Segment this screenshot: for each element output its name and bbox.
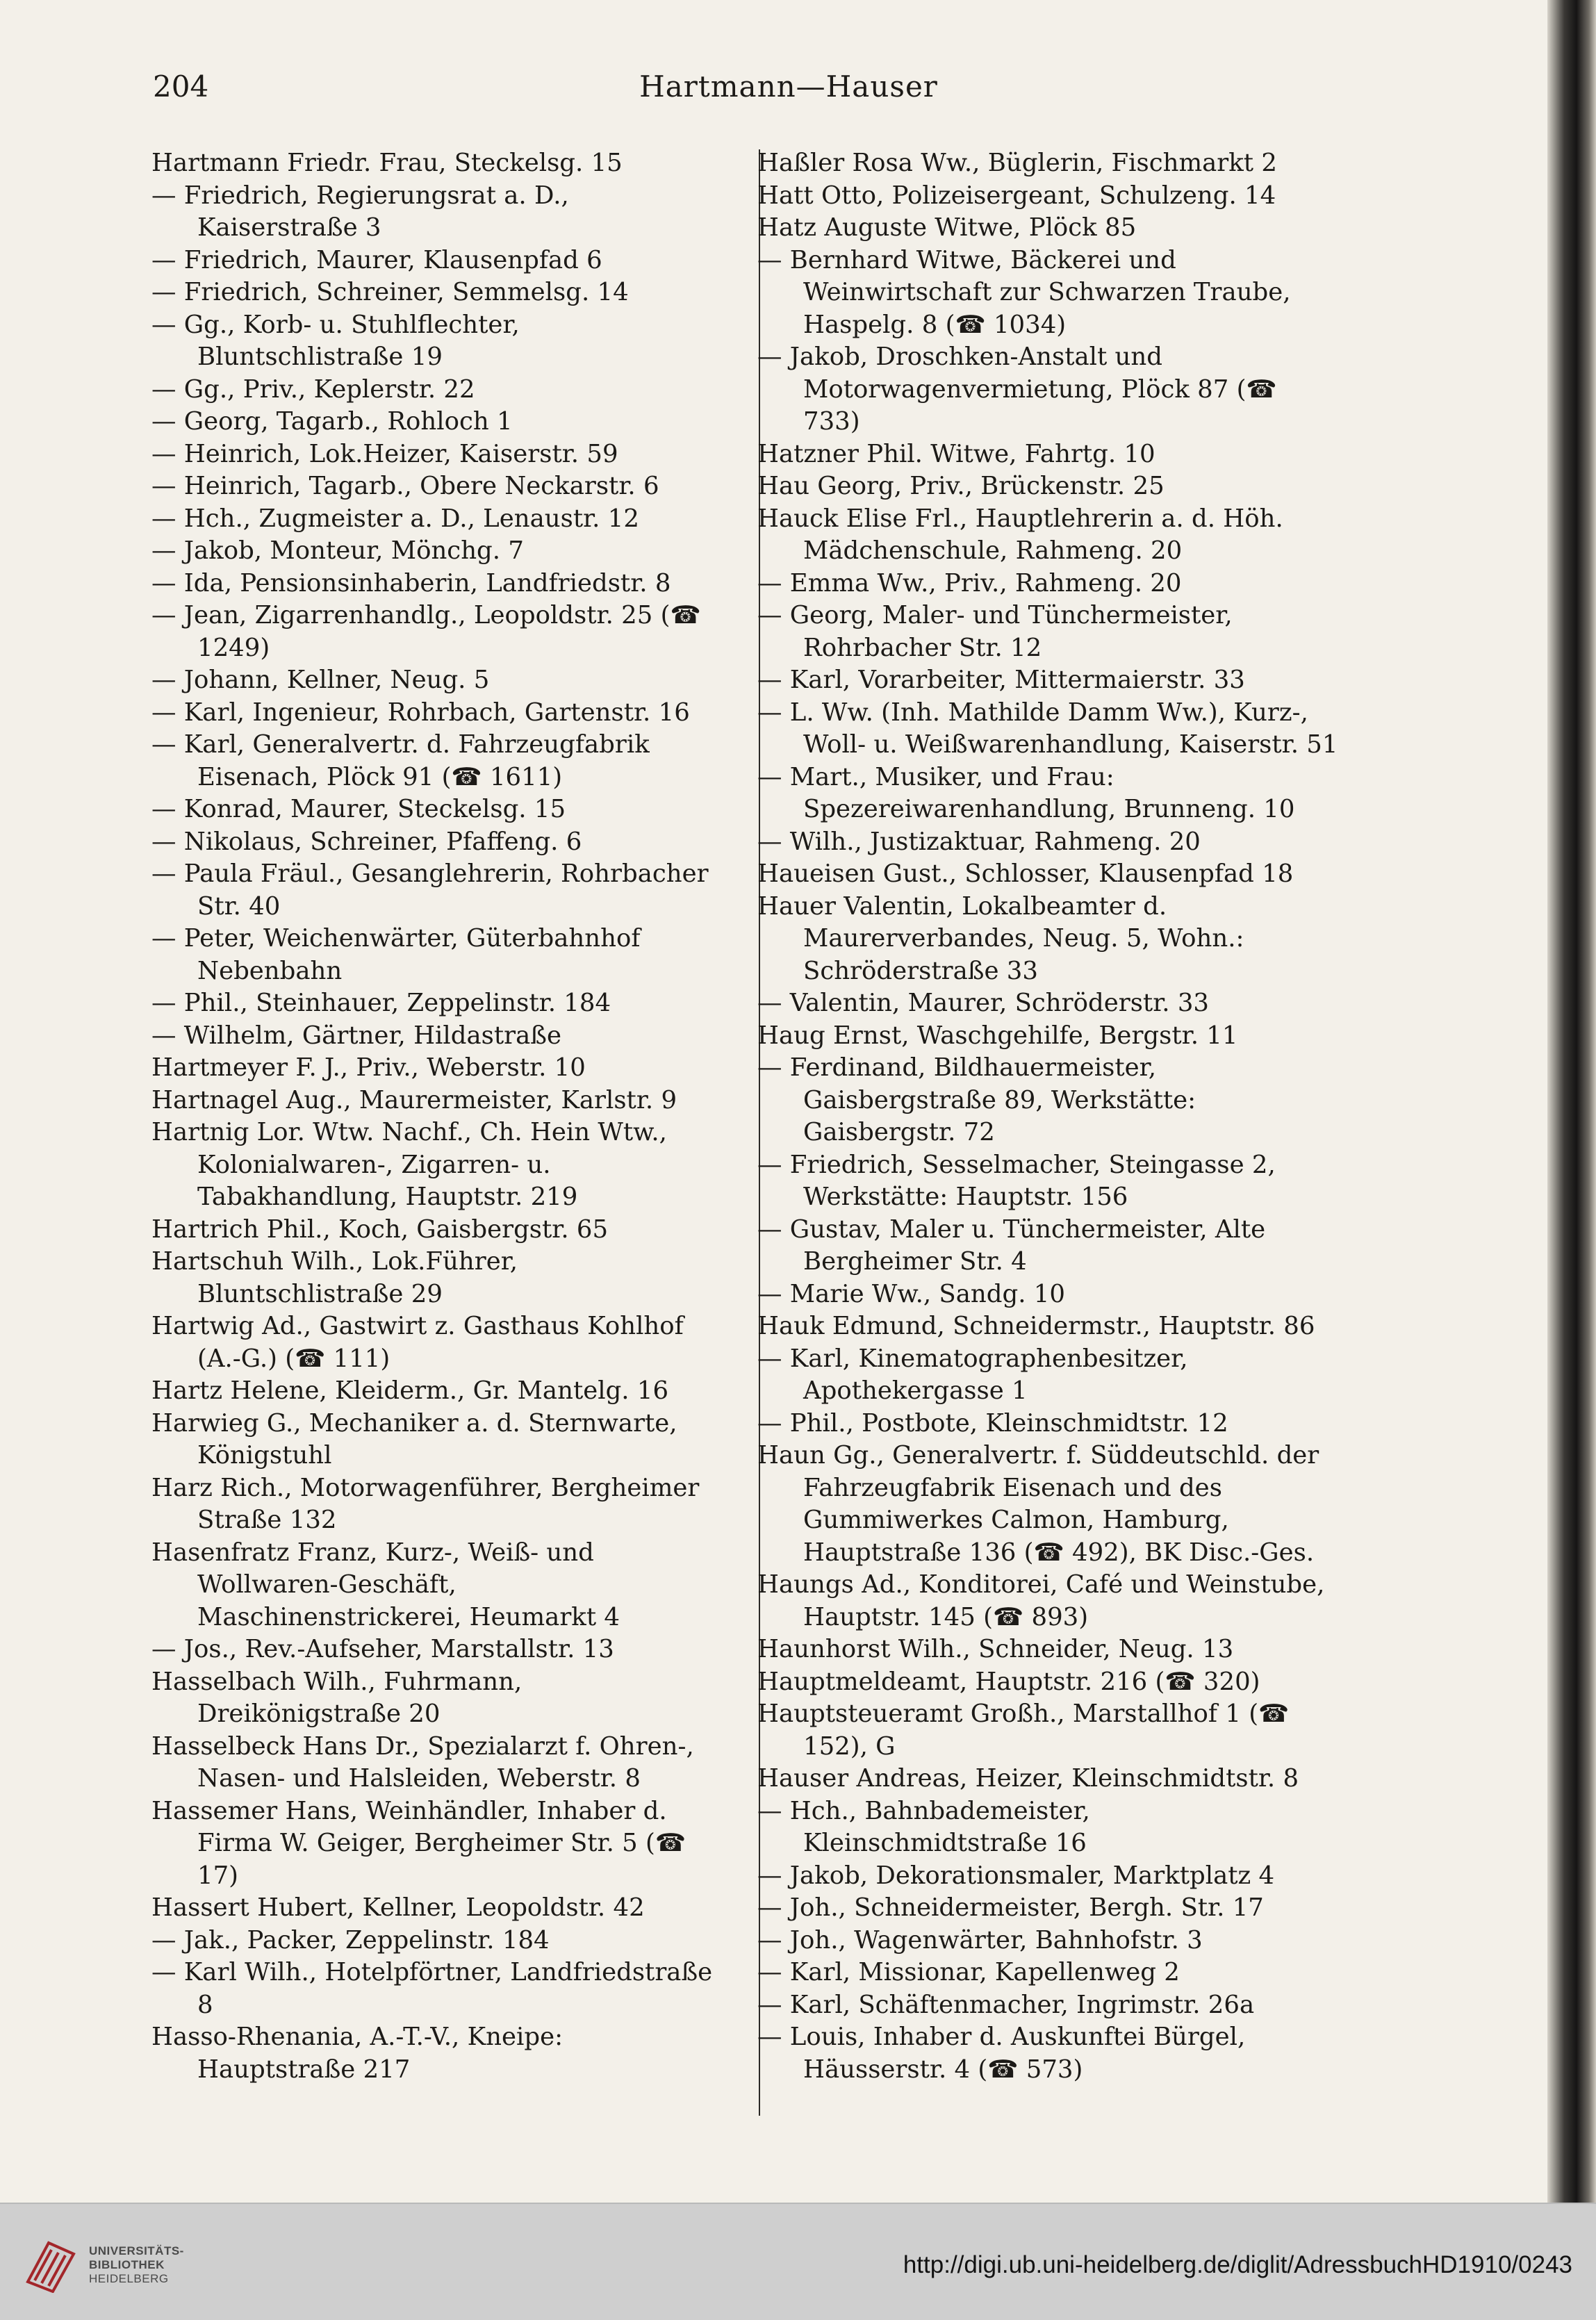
directory-entry: — Bernhard Witwe, Bäckerei und Weinwirtschaft zur Schwarzen Traube, Haspelg. 8 (☎ 1034) — [757, 245, 1291, 339]
directory-entry: Haungs Ad., Konditorei, Café und Weinstube, Hauptstr. 145 (☎ 893) — [757, 1570, 1325, 1631]
directory-entry: — Emma Ww., Priv., Rahmeng. 20 — [757, 568, 1182, 598]
left-column — [151, 147, 728, 2086]
directory-entry: — Karl, Kinematographenbesitzer, Apothekergasse 1 — [757, 1344, 1188, 1405]
directory-entry: — Mart., Musiker, und Frau: Spezereiwarenhandlung, Brunneng. 10 — [757, 762, 1295, 823]
directory-entry: — Jos., Rev.-Aufseher, Marstallstr. 13 — [151, 1635, 614, 1663]
directory-entry: — Georg, Maler- und Tünchermeister, Rohrbacher Str. 12 — [757, 601, 1233, 662]
directory-entry: — Gustav, Maler u. Tünchermeister, Alte Bergheimer Str. 4 — [757, 1215, 1266, 1276]
directory-entry: — Karl, Generalvertr. d. Fahrzeugfabrik Eisenach, Plöck 91 (☎ 1611) — [151, 730, 650, 791]
directory-entry: — Ida, Pensionsinhaberin, Landfriedstr. 8 — [151, 568, 671, 598]
directory-entry: Hassert Hubert, Kellner, Leopoldstr. 42 — [151, 1893, 645, 1922]
directory-entry: Harz Rich., Motorwagenführer, Bergheimer Straße 132 — [151, 1473, 700, 1534]
library-name-line: BIBLIOTHEK — [89, 2258, 165, 2271]
directory-entry: — Phil., Postbote, Kleinschmidtstr. 12 — [757, 1408, 1228, 1438]
directory-entry: — Louis, Inhaber d. Auskunftei Bürgel, Häusserstr. 4 (☎ 573) — [757, 2023, 1246, 2084]
directory-entry: Hartschuh Wilh., Lok.Führer, Bluntschlistraße 29 — [151, 1247, 518, 1308]
directory-entry: Hartnig Lor. Wtw. Nachf., Ch. Hein Wtw., Kolonialwaren-, Zigarren- u. Tabakhandlung, Hauptstr. 219 — [151, 1118, 667, 1211]
page-title: Hartmann—Hauser — [639, 69, 938, 104]
directory-entry: — Wilhelm, Gärtner, Hildastraße — [151, 1021, 561, 1050]
directory-entry: — Joh., Wagenwärter, Bahnhofstr. 3 — [757, 1925, 1203, 1955]
directory-entry: — Phil., Steinhauer, Zeppelinstr. 184 — [151, 989, 611, 1017]
directory-entry: Haun Gg., Generalvertr. f. Süddeutschld. der Fahrzeugfabrik Eisenach und des Gummiwerkes Calmon, Hamburg, Hauptstraße 136 (☎ 492), BK Disc.-Ges. — [757, 1441, 1319, 1567]
directory-entry: — Friedrich, Maurer, Klausenpfad 6 — [151, 245, 602, 274]
directory-entry: — Valentin, Maurer, Schröderstr. 33 — [757, 989, 1210, 1017]
directory-entry: Hatt Otto, Polizeisergeant, Schulzeng. 14 — [757, 181, 1276, 210]
directory-entry: Hauptsteueramt Großh., Marstallhof 1 (☎ 152), G — [757, 1700, 1290, 1761]
library-name-line: HEIDELBERG — [89, 2272, 169, 2285]
directory-entry: — Friedrich, Regierungsrat a. D., Kaiserstraße 3 — [151, 181, 569, 242]
directory-entry: — Wilh., Justizaktuar, Rahmeng. 20 — [757, 827, 1201, 856]
directory-entry: — Karl Wilh., Hotelpförtner, Landfriedstraße 8 — [151, 1958, 713, 2019]
directory-entry: Hauser Andreas, Heizer, Kleinschmidtstr. 8 — [757, 1764, 1299, 1793]
directory-entry: Hartnagel Aug., Maurermeister, Karlstr. 9 — [151, 1085, 677, 1114]
directory-entry: — Paula Fräul., Gesanglehrerin, Rohrbacher Str. 40 — [151, 859, 709, 921]
library-logo-icon — [21, 2233, 81, 2293]
directory-entry: Haunhorst Wilh., Schneider, Neug. 13 — [757, 1635, 1234, 1663]
directory-entry: Hauptmeldeamt, Hauptstr. 216 (☎ 320) — [757, 1667, 1260, 1696]
directory-entry: — Gg., Korb- u. Stuhlflechter, Bluntschlistraße 19 — [151, 310, 520, 371]
directory-entry: Hauk Edmund, Schneidermstr., Hauptstr. 86 — [757, 1312, 1315, 1340]
directory-entry: — Jak., Packer, Zeppelinstr. 184 — [151, 1925, 550, 1955]
directory-entry: — Jakob, Dekorationsmaler, Marktplatz 4 — [757, 1861, 1275, 1890]
directory-entry: Harwieg G., Mechaniker a. d. Sternwarte, Königstuhl — [151, 1408, 677, 1470]
directory-entry: Hatzner Phil. Witwe, Fahrtg. 10 — [757, 439, 1155, 468]
directory-entry: Haßler Rosa Ww., Büglerin, Fischmarkt 2 — [757, 149, 1277, 177]
directory-entry: — Marie Ww., Sandg. 10 — [757, 1279, 1065, 1308]
directory-entry: Hasselbeck Hans Dr., Spezialarzt f. Ohren-, Nasen- und Halsleiden, Weberstr. 8 — [151, 1731, 694, 1793]
directory-entry: — Jakob, Droschken-Anstalt und Motorwagenvermietung, Plöck 87 (☎ 733) — [757, 343, 1277, 436]
directory-entry: Hatz Auguste Witwe, Plöck 85 — [757, 213, 1137, 242]
directory-entry: — Heinrich, Lok.Heizer, Kaiserstr. 59 — [151, 439, 618, 468]
directory-entry: Hasenfratz Franz, Kurz-, Weiß- und Wollwaren-Geschäft, Maschinenstrickerei, Heumarkt 4 — [151, 1538, 620, 1631]
directory-entry: — Karl, Vorarbeiter, Mittermaierstr. 33 — [757, 666, 1245, 694]
right-column — [757, 147, 1341, 2086]
directory-entry: — Jakob, Monteur, Mönchg. 7 — [151, 536, 524, 565]
scan-edge — [1547, 0, 1596, 2203]
directory-entry: — Friedrich, Sesselmacher, Steingasse 2, Werkstätte: Hauptstr. 156 — [757, 1150, 1276, 1211]
directory-entry: — Georg, Tagarb., Rohloch 1 — [151, 407, 513, 436]
directory-entry: — Nikolaus, Schreiner, Pfaffeng. 6 — [151, 827, 582, 856]
directory-entry: — Karl, Missionar, Kapellenweg 2 — [757, 1958, 1180, 1986]
directory-entry: Hauck Elise Frl., Hauptlehrerin a. d. Höh. Mädchenschule, Rahmeng. 20 — [757, 504, 1283, 565]
library-name-line: UNIVERSITÄTS- — [89, 2244, 184, 2257]
directory-entry: — Peter, Weichenwärter, Güterbahnhof Nebenbahn — [151, 924, 641, 985]
directory-entry: Hau Georg, Priv., Brückenstr. 25 — [757, 472, 1165, 500]
directory-entry: — Hch., Zugmeister a. D., Lenaustr. 12 — [151, 504, 639, 533]
directory-entry: — Gg., Priv., Keplerstr. 22 — [151, 375, 475, 404]
directory-entry: — Friedrich, Schreiner, Semmelsg. 14 — [151, 278, 629, 306]
footer-bar — [0, 2203, 1596, 2320]
directory-entry: Hauer Valentin, Lokalbeamter d. Maurerverbandes, Neug. 5, Wohn.: Schröderstraße 33 — [757, 891, 1244, 985]
directory-entry: — Karl, Ingenieur, Rohrbach, Gartenstr. 16 — [151, 698, 690, 727]
directory-entry: Haug Ernst, Waschgehilfe, Bergstr. 11 — [757, 1021, 1238, 1050]
directory-entry: Hartmann Friedr. Frau, Steckelsg. 15 — [151, 149, 623, 177]
directory-entry: — Hch., Bahnbademeister, Kleinschmidtstraße 16 — [757, 1796, 1090, 1857]
directory-entry: — L. Ww. (Inh. Mathilde Damm Ww.), Kurz-, Woll- u. Weißwarenhandlung, Kaiserstr. 51 — [757, 698, 1338, 759]
directory-entry: — Karl, Schäftenmacher, Ingrimstr. 26a — [757, 1990, 1255, 2019]
source-url[interactable]: http://digi.ub.uni-heidelberg.de/diglit/AdressbuchHD1910/0243 — [903, 2251, 1572, 2278]
directory-entry: Hassemer Hans, Weinhändler, Inhaber d. Firma W. Geiger, Bergheimer Str. 5 (☎ 17) — [151, 1796, 686, 1890]
directory-entry: Hartrich Phil., Koch, Gaisbergstr. 65 — [151, 1215, 609, 1244]
page-header — [153, 69, 1424, 118]
directory-entry: — Ferdinand, Bildhauermeister, Gaisbergstraße 89, Werkstätte: Gaisbergstr. 72 — [757, 1053, 1196, 1146]
page-number: 204 — [153, 69, 209, 104]
directory-entry: Hasselbach Wilh., Fuhrmann, Dreikönigstraße 20 — [151, 1667, 523, 1728]
directory-entry: — Konrad, Maurer, Steckelsg. 15 — [151, 795, 566, 823]
library-name — [89, 2244, 184, 2286]
directory-entry: — Jean, Zigarrenhandlg., Leopoldstr. 25 (☎ 1249) — [151, 601, 701, 662]
directory-entry: Hasso-Rhenania, A.-T.-V., Kneipe: Hauptstraße 217 — [151, 2023, 563, 2084]
directory-entry: Hartwig Ad., Gastwirt z. Gasthaus Kohlhof (A.-G.) (☎ 111) — [151, 1312, 684, 1373]
directory-entry: — Heinrich, Tagarb., Obere Neckarstr. 6 — [151, 472, 659, 500]
directory-entry: Haueisen Gust., Schlosser, Klausenpfad 18 — [757, 859, 1294, 888]
directory-entry: Hartmeyer F. J., Priv., Weberstr. 10 — [151, 1053, 586, 1082]
directory-entry: — Joh., Schneidermeister, Bergh. Str. 17 — [757, 1893, 1264, 1922]
directory-entry: — Johann, Kellner, Neug. 5 — [151, 666, 490, 694]
directory-entry: Hartz Helene, Kleiderm., Gr. Mantelg. 16 — [151, 1376, 669, 1405]
